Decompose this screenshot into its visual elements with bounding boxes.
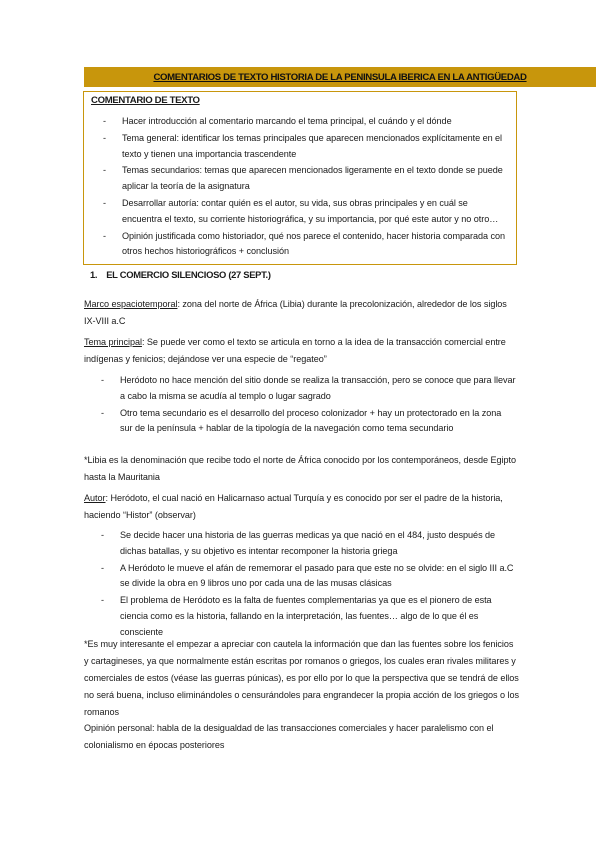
autor-item: - El problema de Heródoto es la falta de fuentes complementarias ya que es el pionero de esta ciencia como es la historia, fallando en la interpretación, las fuentes… algo de lo que él es consciente [101, 595, 492, 637]
autor-list [0, 528, 516, 641]
note-interes: *Es muy interesante el empezar a apreciar con cautela la información que dan las fuentes sobre los fenicios y cartagineses, ya que normalmente están escritas por romanos o griegos, los cuales eran rivales militares y comerciales de estos (véase las guerras púnicas), es por ello por lo que la perspectiva que se tendrá de ellos no será buena, incluso eliminándoles o censurándoles para engrandecer la propia acción de los griegos o los romanos [84, 639, 519, 717]
section-number: 1. [90, 269, 98, 280]
autor-text: : Heródoto, el cual nació en Halicarnaso actual Turquía y es conocido por ser el padre de la historia, haciendo “Histor” (observar) [84, 493, 503, 520]
box-item: - Desarrollar autoría: contar quién es el autor, su vida, sus obras principales y en cuál se encuentra el texto, su corriente historiográfica, y su importancia, por qué este autor y no otro… [103, 198, 499, 224]
section-heading [90, 269, 271, 280]
box-item: - Hacer introducción al comentario marcando el tema principal, el cuándo y el dónde [103, 116, 452, 126]
box-item: - Opinión justificada como historiador, qué nos parece el contenido, hacer historia comparada con otros hechos historiográficos + conclusión [103, 230, 505, 257]
marco-label: Marco espaciotemporal [84, 299, 178, 309]
box-title: COMENTARIO DE TEXTO [91, 95, 200, 106]
autor-paragraph [84, 490, 520, 524]
autor-item: - Se decide hacer una historia de las guerras medicas ya que nació en el 484, justo después de dichas batallas, y su objetivo es intentar recomponer la historia griega [101, 530, 496, 556]
tema-text: : Se puede ver como el texto se articula en torno a la idea de la transacción comercial entre indígenas y fenicios; dejándose ver una especie de “regateo” [84, 337, 506, 364]
section-title: EL COMERCIO SILENCIOSO (27 SEPT.) [106, 269, 271, 280]
autor-label: Autor [84, 493, 106, 503]
autor-item: - A Heródoto le mueve el afán de rememorar el pasado para que este no se olvide: en el siglo III a.C se divide la obra en 9 libros uno por cada una de las musas clásicas [101, 562, 514, 589]
box-item: - Temas secundarios: temas que aparecen mencionados ligeramente en el texto donde se puede aplicar la teoría de la asignatura [103, 165, 503, 192]
page-title-bar [84, 67, 596, 87]
tema-paragraph [84, 334, 520, 368]
tema-item: - Otro tema secundario es el desarrollo del proceso colonizador + hay un protectorado en la zona sur de la península + hablar de la tipología de la navegación como tema secundario [101, 407, 502, 434]
marco-text: : zona del norte de África (Libia) durante la precolonización, alrededor de los siglos IX-VIII a.C [84, 299, 507, 326]
page-title: COMENTARIOS DE TEXTO HISTORIA DE LA PENINSULA IBERICA EN LA ANTIGÜEDAD [153, 71, 527, 83]
box-list [84, 114, 510, 261]
box-item: - Tema general: identificar los temas principales que aparecen mencionados explícitamente en el texto y tienen una importancia trascendente [103, 132, 503, 159]
comentario-de-texto-box [83, 91, 517, 265]
tema-label: Tema principal [84, 337, 142, 347]
tema-list [0, 373, 516, 438]
note-libia: *Libia es la denominación que recibe todo el norte de África conocido por los contemporáneos, desde Egipto hasta la Mauritania [84, 455, 516, 482]
opinion-paragraph: Opinión personal: habla de la desigualdad de las transacciones comerciales y hacer paralelismo con el colonialismo en épocas posteriores [84, 723, 494, 750]
tema-item: - Heródoto no hace mención del sitio donde se realiza la transacción, pero se conoce que para llevar a cabo la misma se acudía al templo o lugar sagrado [101, 375, 516, 401]
marco-paragraph [84, 296, 520, 330]
